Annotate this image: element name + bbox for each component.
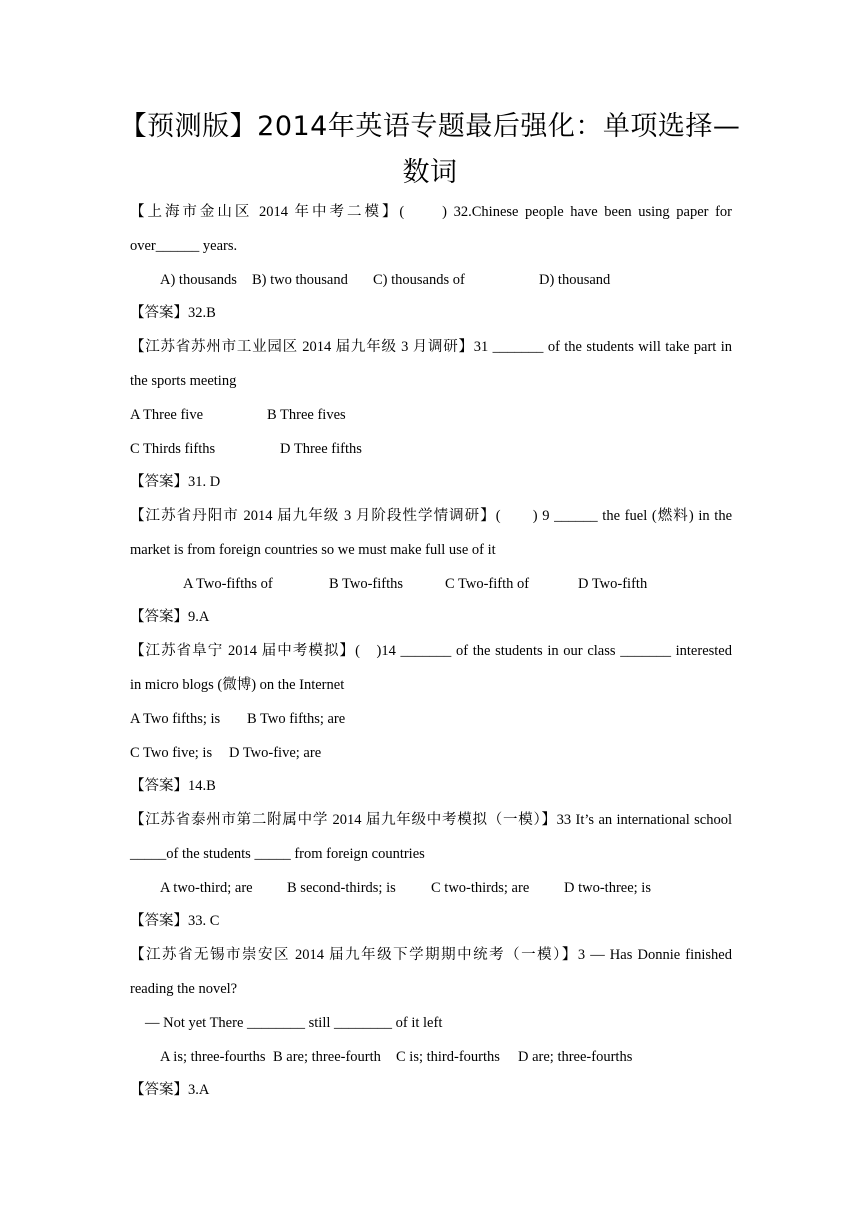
option-c: C) thousands of <box>373 272 465 288</box>
question-3-stem: 【江苏省无锡市崇安区 2014 届九年级下学期期中统考（一模）】3 — Has Donnie finished <box>130 947 732 963</box>
option-a: A Three five <box>130 407 204 423</box>
option-c: C Thirds fifths <box>130 441 216 457</box>
question-3-dialogue: — Not yet There ________ still ________ of it left <box>145 1015 443 1031</box>
answer-3: 【答案】3.A <box>130 1082 210 1098</box>
option-c: C two-thirds; are <box>431 880 530 896</box>
option-d: D Three fifths <box>280 441 362 457</box>
option-d: D) thousand <box>539 272 611 288</box>
answer-32: 【答案】32.B <box>130 305 216 321</box>
question-33-stem: 【江苏省泰州市第二附属中学 2014 届九年级中考模拟（一模）】33 It’s an international school <box>130 812 732 828</box>
option-c: C is; third-fourths <box>396 1049 500 1065</box>
answer-9: 【答案】9.A <box>130 609 210 625</box>
option-b: B Three fives <box>267 407 346 423</box>
question-31-stem: 【江苏省苏州市工业园区 2014 届九年级 3 月调研】31 _______ of the students will take part in <box>130 339 732 355</box>
option-b: B) two thousand <box>252 272 348 288</box>
question-14-stem-cont: in micro blogs (微博) on the Internet <box>130 677 345 693</box>
question-14-stem: 【江苏省阜宁 2014 届中考模拟】( )14 _______ of the students in our class _______ interested <box>130 643 732 659</box>
option-a: A Two fifths; is <box>130 711 221 727</box>
option-b: B are; three-fourth <box>273 1049 381 1065</box>
option-d: D are; three-fourths <box>518 1049 633 1065</box>
answer-33: 【答案】33. C <box>130 913 220 929</box>
option-d: D Two-five; are <box>229 745 322 761</box>
option-b: B second-thirds; is <box>287 880 396 896</box>
option-c: C Two five; is <box>130 745 213 761</box>
option-c: C Two-fifth of <box>445 576 530 592</box>
option-d: D Two-fifth <box>578 576 648 592</box>
option-a: A is; three-fourths <box>160 1049 266 1065</box>
option-b: B Two fifths; are <box>247 711 346 727</box>
question-9-stem: 【江苏省丹阳市 2014 届九年级 3 月阶段性学情调研】( ) 9 ______ the fuel (燃料) in the <box>130 508 732 524</box>
question-3-stem-cont: reading the novel? <box>130 981 238 997</box>
question-33-stem-cont: _____of the students _____ from foreign countries <box>130 846 425 862</box>
page-title: 【预测版】2014年英语专题最后强化：单项选择—数词 <box>119 111 741 188</box>
answer-31: 【答案】31. D <box>130 474 221 490</box>
question-9-stem-cont: market is from foreign countries so we must make full use of it <box>130 542 496 558</box>
option-d: D two-three; is <box>564 880 651 896</box>
question-32-stem: 【上海市金山区 2014 年中考二模】( ) 32.Chinese people have been using paper for <box>130 204 732 220</box>
option-a: A two-third; are <box>160 880 253 896</box>
option-b: B Two-fifths <box>329 576 404 592</box>
option-a: A) thousands <box>160 272 237 288</box>
answer-14: 【答案】14.B <box>130 778 216 794</box>
question-31-stem-cont: the sports meeting <box>130 373 237 389</box>
question-32-stem-cont: over______ years. <box>130 238 238 254</box>
option-a: A Two-fifths of <box>183 576 273 592</box>
